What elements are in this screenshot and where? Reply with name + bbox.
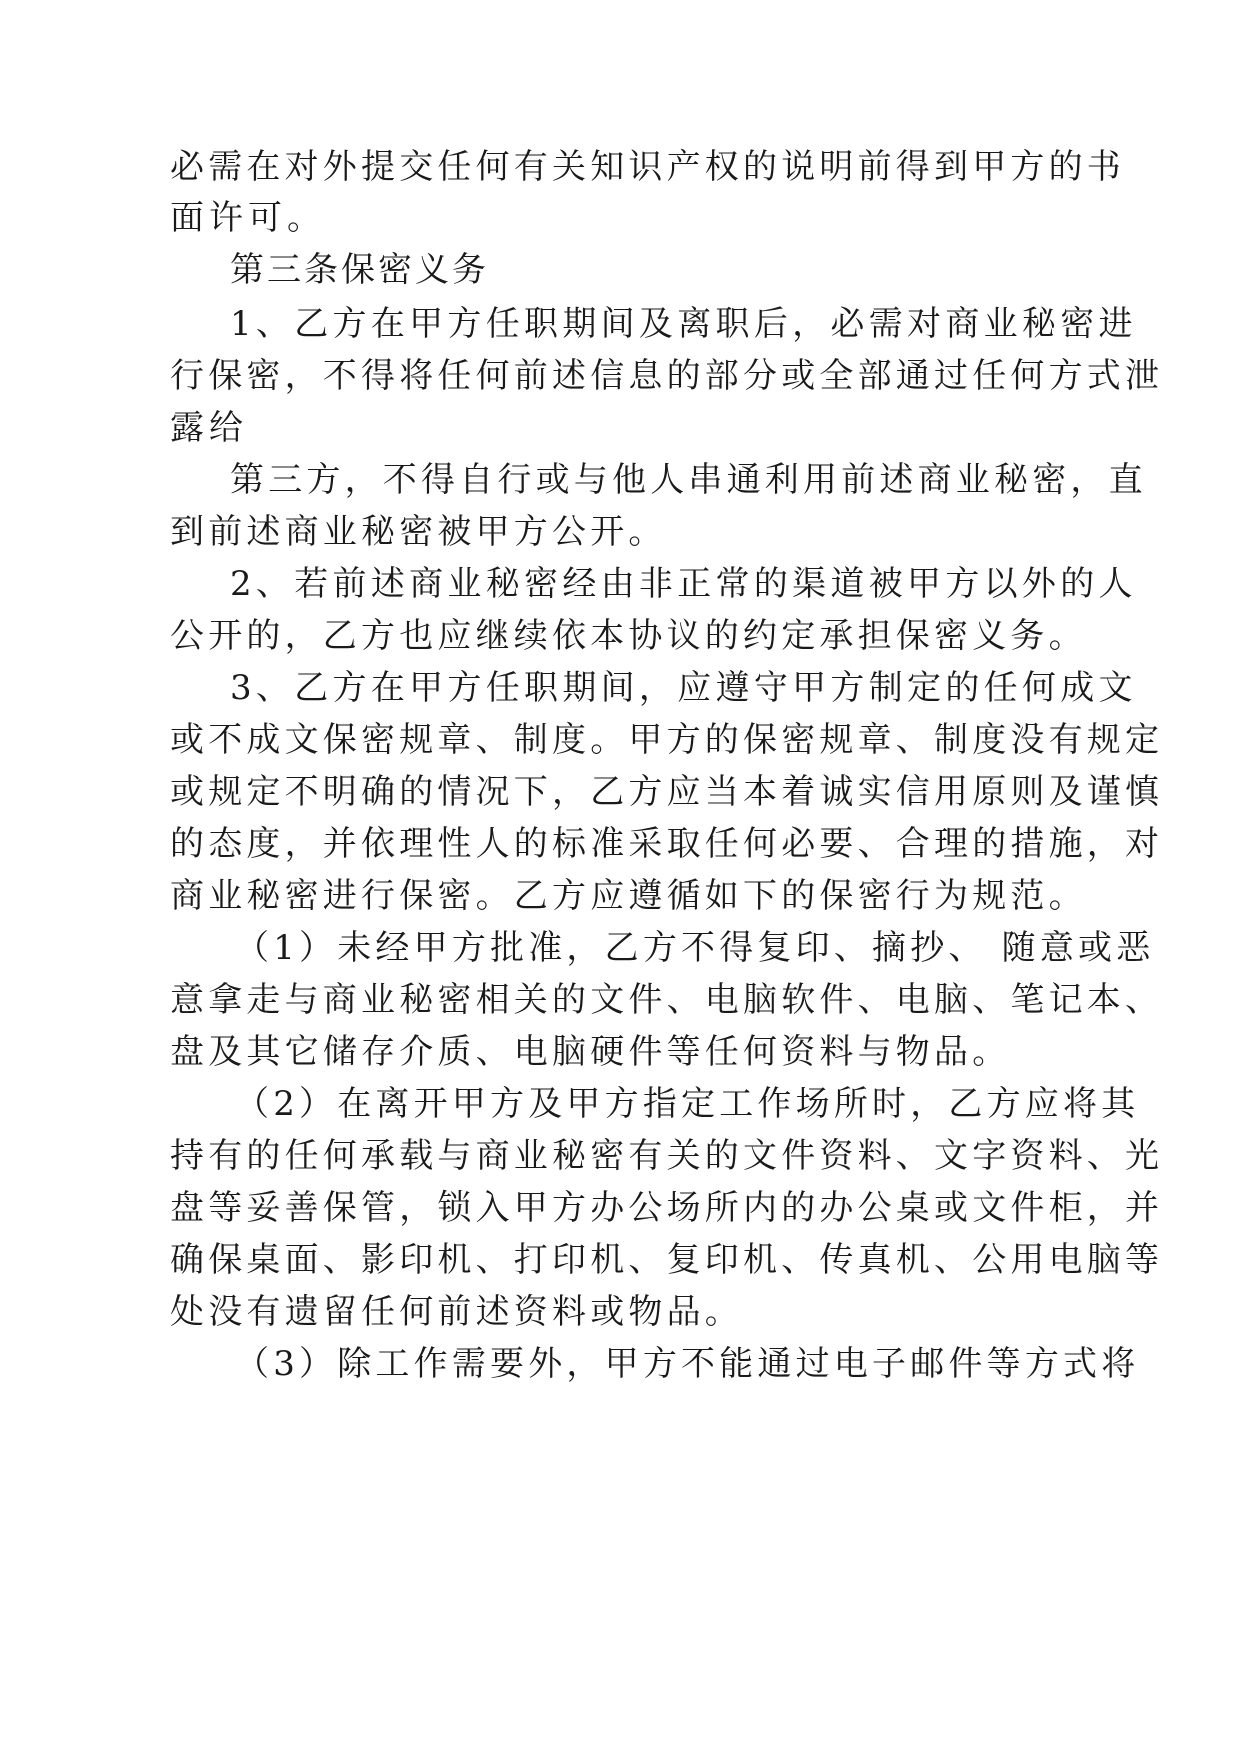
text-line: 2、若前述商业秘密经由非正常的渠道被甲方以外的人: [230, 564, 1137, 604]
list-item: （3）除工作需要外，甲方不能通过电子邮件等方式将: [235, 1344, 1140, 1384]
text-line: 行保密，不得将任何前述信息的部分或全部通过任何方式泄: [170, 356, 1164, 396]
text-line: 第三方，不得自行或与他人串通利用前述商业秘密，直: [230, 460, 1147, 500]
text-line: 商业秘密进行保密。乙方应遵循如下的保密行为规范。: [170, 876, 1087, 916]
text-line: 或规定不明确的情况下，乙方应当本着诚实信用原则及谨慎: [170, 772, 1164, 812]
text-line: 3、乙方在甲方任职期间，应遵守甲方制定的任何成文: [230, 668, 1137, 708]
text-line: 到前述商业秘密被甲方公开。: [170, 512, 667, 552]
text-line: 公开的，乙方也应继续依本协议的约定承担保密义务。: [170, 616, 1087, 656]
text-line: 必需在对外提交任何有关知识产权的说明前得到甲方的书: [170, 147, 1125, 187]
text-line: 盘及其它储存介质、电脑硬件等任何资料与物品。: [170, 1032, 1011, 1072]
text-line: 面许可。: [170, 198, 326, 238]
text-line: 盘等妥善保管，锁入甲方办公场所内的办公桌或文件柜，并: [170, 1188, 1164, 1228]
text-line: 意拿走与商业秘密相关的文件、电脑软件、电脑、笔记本、: [170, 980, 1164, 1020]
text-line: 处没有遗留任何前述资料或物品。: [170, 1292, 743, 1332]
section-heading: 第三条保密义务: [230, 250, 489, 290]
list-item: （2）在离开甲方及甲方指定工作场所时，乙方应将其: [235, 1084, 1140, 1124]
text-line: 露给: [170, 408, 248, 448]
list-item: （1）未经甲方批准，乙方不得复印、摘抄、 随意或恶: [235, 928, 1155, 968]
text-line: 的态度，并依理性人的标准采取任何必要、合理的措施，对: [170, 824, 1164, 864]
text-line: 确保桌面、影印机、打印机、复印机、传真机、公用电脑等: [170, 1240, 1164, 1280]
text-line: 或不成文保密规章、制度。甲方的保密规章、制度没有规定: [170, 720, 1164, 760]
text-line: 持有的任何承载与商业秘密有关的文件资料、文字资料、光: [170, 1136, 1164, 1176]
text-line: 1、乙方在甲方任职期间及离职后，必需对商业秘密进: [230, 304, 1137, 344]
